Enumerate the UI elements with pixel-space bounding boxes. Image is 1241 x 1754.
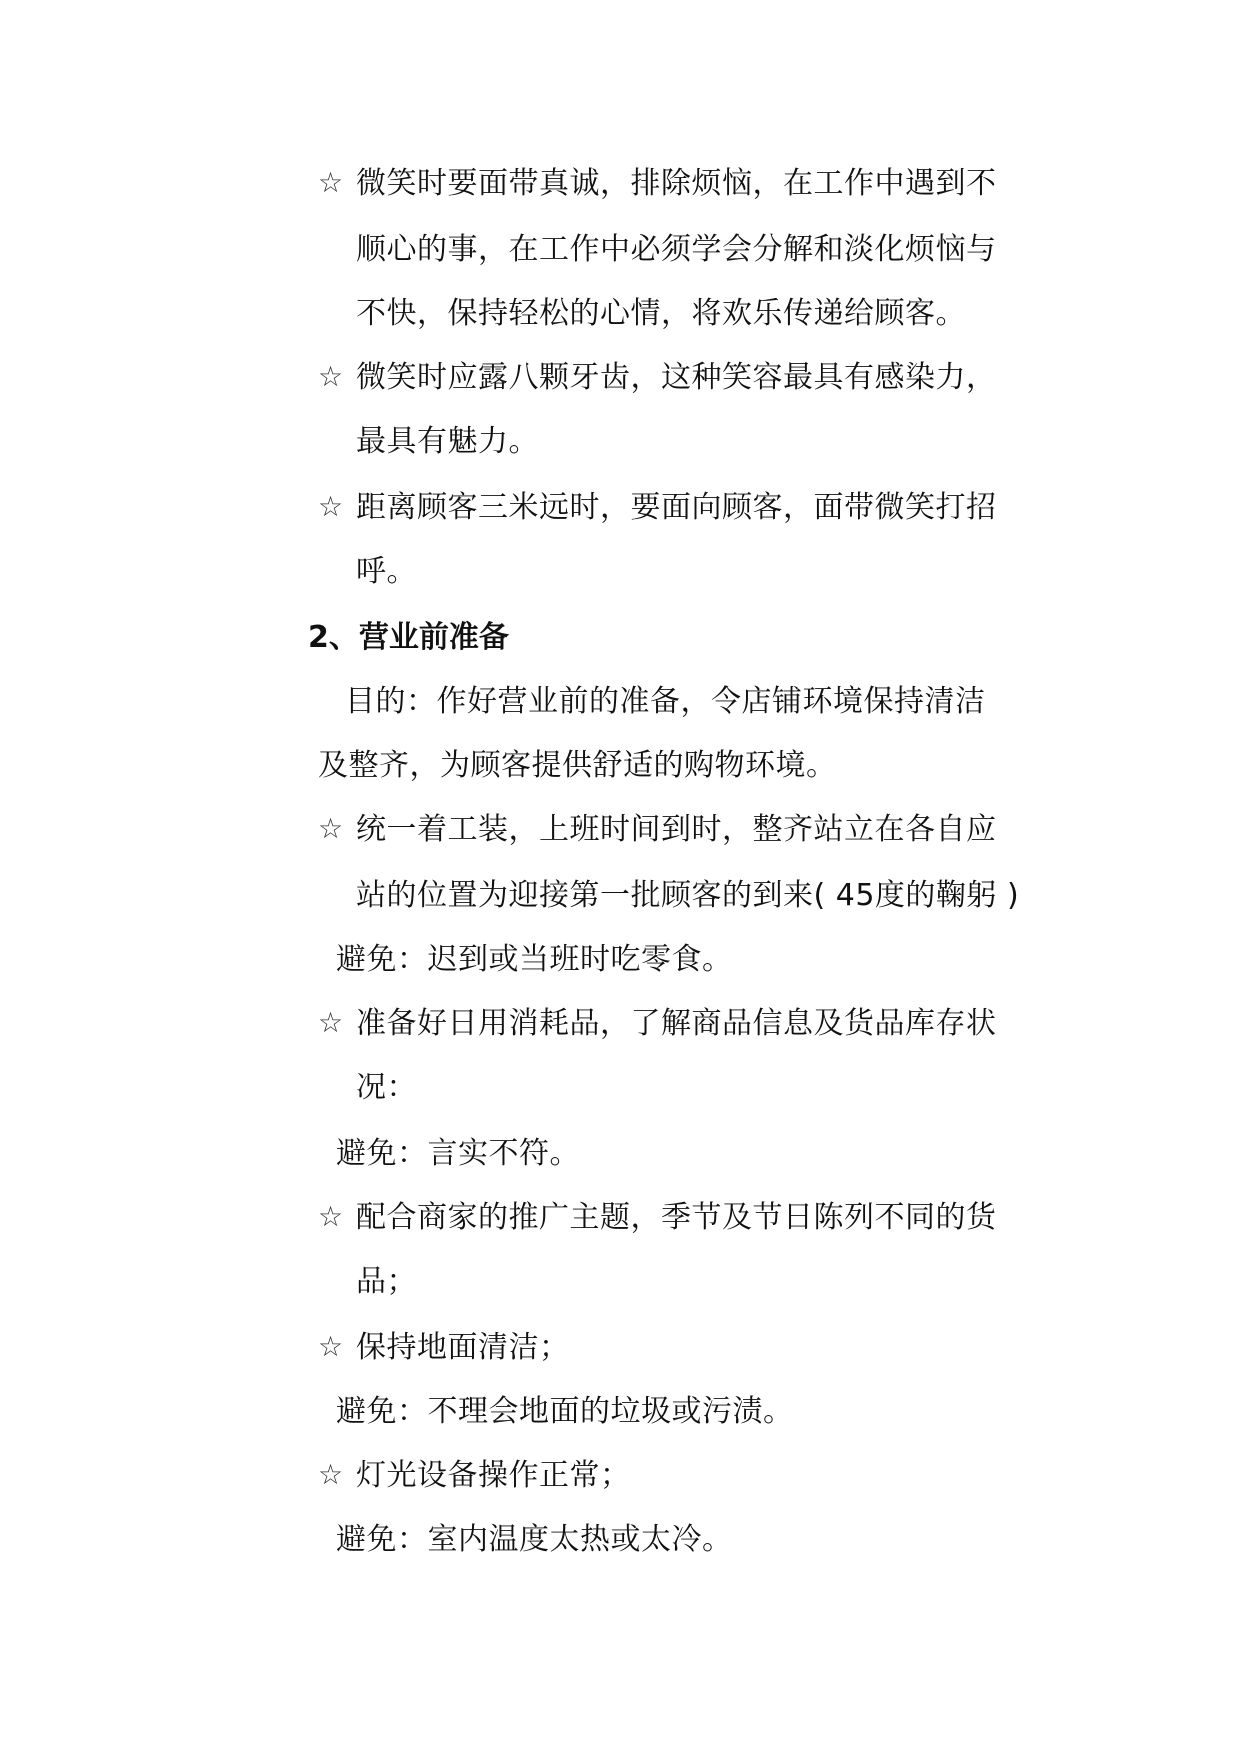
bullet-line: 呼。 xyxy=(356,554,417,589)
bullet-line: 微笑时应露八颗牙齿，这种笑容最具有感染力， xyxy=(356,360,997,395)
bullet-line: 不快，保持轻松的心情，将欢乐传递给顾客。 xyxy=(356,296,966,331)
star-bullet-icon: ☆ xyxy=(318,1458,344,1491)
purpose-line: 及整齐，为顾客提供舒适的购物环境。 xyxy=(318,748,837,783)
avoid-line: 避免：不理会地面的垃圾或污渍。 xyxy=(336,1394,794,1429)
item-line: 配合商家的推广主题，季节及节日陈列不同的货 xyxy=(356,1200,997,1235)
item-line: 保持地面清洁； xyxy=(356,1330,570,1365)
section-heading: 2、营业前准备 xyxy=(308,620,509,655)
star-bullet-icon: ☆ xyxy=(318,812,344,845)
star-bullet-icon: ☆ xyxy=(318,490,344,523)
avoid-line: 避免：言实不符。 xyxy=(336,1136,580,1171)
star-bullet-icon: ☆ xyxy=(318,1330,344,1363)
item-line: 品； xyxy=(356,1264,417,1299)
item-line: 况： xyxy=(356,1070,417,1105)
item-line: 准备好日用消耗品，了解商品信息及货品库存状 xyxy=(356,1006,997,1041)
star-bullet-icon: ☆ xyxy=(318,1200,344,1233)
star-bullet-icon: ☆ xyxy=(318,166,344,199)
bullet-line: 顺心的事，在工作中必须学会分解和淡化烦恼与 xyxy=(356,232,997,267)
star-bullet-icon: ☆ xyxy=(318,360,344,393)
avoid-line: 避免：室内温度太热或太冷。 xyxy=(336,1522,733,1557)
bullet-line: 距离顾客三米远时，要面向顾客，面带微笑打招 xyxy=(356,490,997,525)
bullet-line: 最具有魅力。 xyxy=(356,424,539,459)
purpose-line: 目的：作好营业前的准备，令店铺环境保持清洁 xyxy=(345,684,986,719)
avoid-line: 避免：迟到或当班时吃零食。 xyxy=(336,942,733,977)
item-line: 站的位置为迎接第一批顾客的到来( 45度的鞠躬 ) xyxy=(356,878,1020,913)
item-line: 统一着工装，上班时间到时，整齐站立在各自应 xyxy=(356,812,997,847)
item-line: 灯光设备操作正常； xyxy=(356,1458,631,1493)
star-bullet-icon: ☆ xyxy=(318,1006,344,1039)
bullet-line: 微笑时要面带真诚，排除烦恼，在工作中遇到不 xyxy=(356,166,997,201)
